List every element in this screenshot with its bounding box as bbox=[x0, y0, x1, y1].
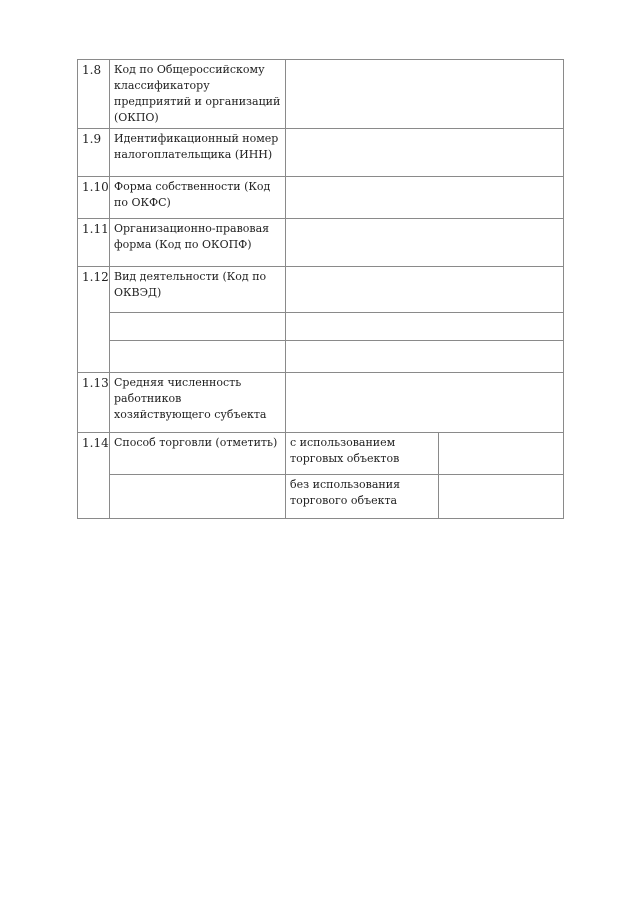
form-table bbox=[77, 59, 564, 519]
row-okved-extra bbox=[78, 341, 564, 373]
row-okpo bbox=[78, 60, 564, 129]
okpo-value-field[interactable] bbox=[286, 60, 564, 129]
okved-value-field[interactable] bbox=[286, 267, 564, 313]
row-number: 1.11 bbox=[78, 219, 110, 267]
row-number: 1.14 bbox=[78, 433, 110, 519]
row-label: Вид деятельности (Код по ОКВЭД) bbox=[110, 267, 286, 313]
trade-option-with-objects-mark[interactable] bbox=[439, 433, 564, 475]
row-label: Средняя численность работников хозяйствующего субъекта bbox=[110, 373, 286, 433]
row-label: Форма собственности (Код по ОКФС) bbox=[110, 177, 286, 219]
okved-extra-label-field[interactable] bbox=[110, 341, 286, 373]
okopf-value-field[interactable] bbox=[286, 219, 564, 267]
okved-extra-value-field[interactable] bbox=[286, 341, 564, 373]
row-label: Способ торговли (отметить) bbox=[110, 433, 286, 475]
trade-option-label: без использования торгового объекта bbox=[286, 475, 439, 519]
row-okved bbox=[78, 267, 564, 313]
headcount-value-field[interactable] bbox=[286, 373, 564, 433]
row-label: Идентификационный номер налогоплательщика (ИНН) bbox=[110, 129, 286, 177]
trade-option-without-object-mark[interactable] bbox=[439, 475, 564, 519]
row-number: 1.13 bbox=[78, 373, 110, 433]
okfs-value-field[interactable] bbox=[286, 177, 564, 219]
trade-blank-cell bbox=[110, 475, 286, 519]
row-label: Организационно-правовая форма (Код по ОКОПФ) bbox=[110, 219, 286, 267]
row-okved-extra bbox=[78, 313, 564, 341]
trade-option-label: с использованием торговых объектов bbox=[286, 433, 439, 475]
okved-extra-label-field[interactable] bbox=[110, 313, 286, 341]
row-number: 1.10 bbox=[78, 177, 110, 219]
row-trade-method bbox=[78, 433, 564, 475]
row-number: 1.9 bbox=[78, 129, 110, 177]
row-okfs bbox=[78, 177, 564, 219]
row-okopf bbox=[78, 219, 564, 267]
row-headcount bbox=[78, 373, 564, 433]
okved-extra-value-field[interactable] bbox=[286, 313, 564, 341]
inn-value-field[interactable] bbox=[286, 129, 564, 177]
row-label: Код по Общероссийскому классификатору предприятий и организаций (ОКПО) bbox=[110, 60, 286, 129]
row-number: 1.8 bbox=[78, 60, 110, 129]
row-inn bbox=[78, 129, 564, 177]
row-number: 1.12 bbox=[78, 267, 110, 373]
row-trade-method-alt bbox=[78, 475, 564, 519]
